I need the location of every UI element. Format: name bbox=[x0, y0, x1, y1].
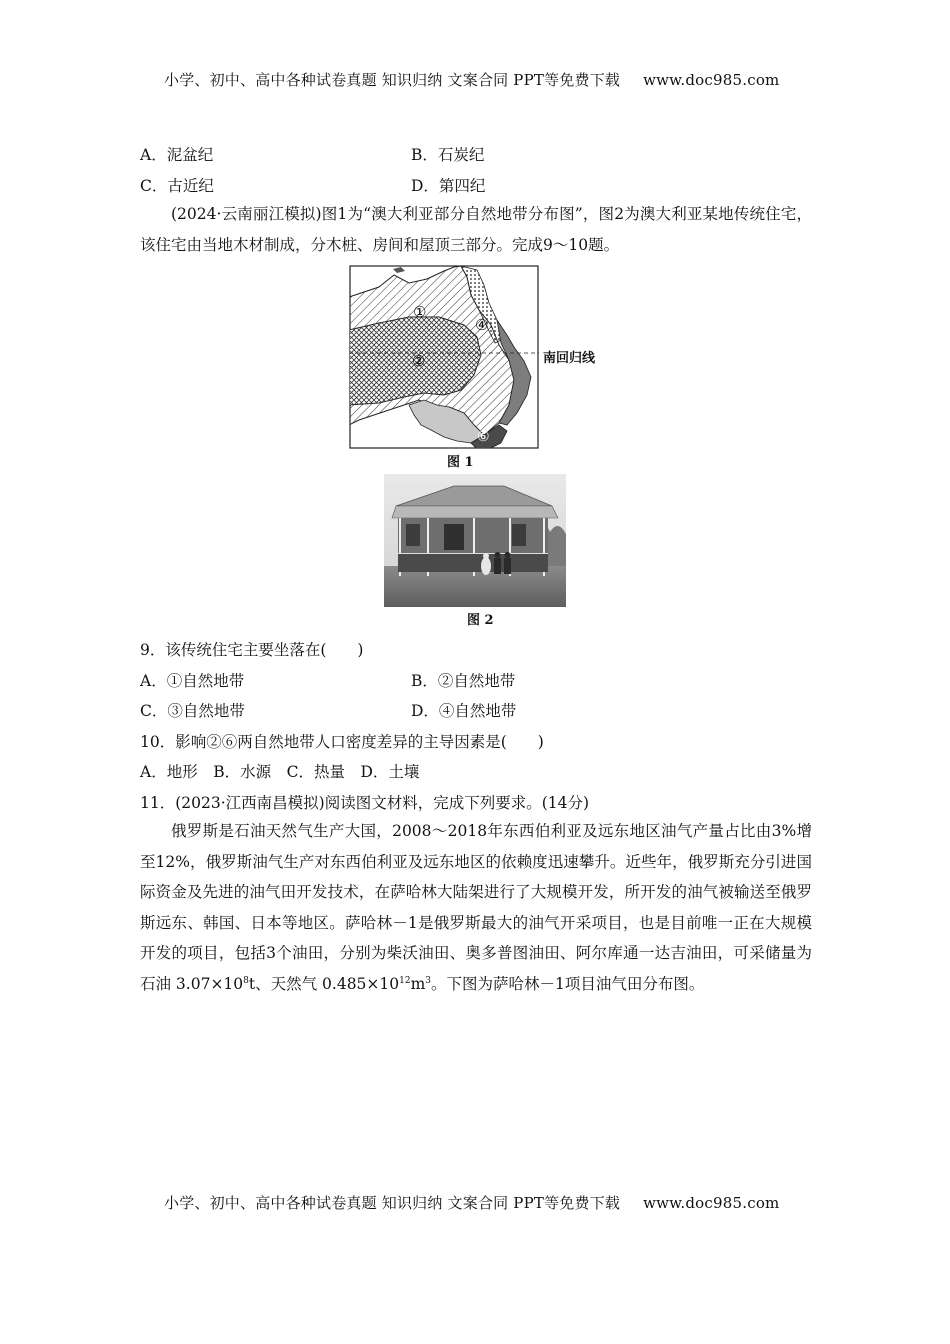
q11-stem: 11．(2023·江西南昌模拟)阅读图文材料，完成下列要求。(14分) bbox=[140, 794, 590, 812]
header-text: 小学、初中、高中各种试卷真题 知识归纳 文案合同 PPT等免费下载 bbox=[164, 71, 621, 89]
page-header bbox=[164, 69, 779, 90]
q11-text-part-2: t、天然气 0.485×10 bbox=[248, 974, 400, 993]
house-stumps bbox=[398, 554, 548, 572]
footer-url[interactable]: www.doc985.com bbox=[643, 1194, 780, 1212]
q8-option-a: A．泥盆纪 bbox=[140, 146, 214, 164]
oil-exponent: 8 bbox=[243, 975, 249, 986]
tropic-label: 南回归线 bbox=[543, 351, 596, 366]
gas-exponent: 12 bbox=[399, 975, 411, 986]
figure-2 bbox=[384, 474, 566, 607]
header-url[interactable]: www.doc985.com bbox=[643, 71, 780, 89]
q8-option-c: C．古近纪 bbox=[140, 177, 214, 195]
q8-option-b: B．石炭纪 bbox=[411, 146, 485, 164]
page-footer bbox=[164, 1192, 779, 1213]
zone-label-4: ④ bbox=[475, 316, 489, 334]
q10-options: A．地形 B．水源 C．热量 D．土壤 bbox=[140, 763, 420, 781]
australia-map bbox=[349, 265, 619, 470]
q8-option-d: D．第四纪 bbox=[411, 177, 486, 195]
q11-material bbox=[140, 816, 812, 1000]
figure-1 bbox=[349, 265, 619, 470]
q9-option-c: C．③自然地带 bbox=[140, 702, 245, 720]
zone-label-1: ① bbox=[413, 303, 427, 321]
zone-label-2: ② bbox=[412, 352, 426, 370]
q11-text-part-4: 。下图为萨哈林－1项目油气田分布图。 bbox=[431, 974, 705, 993]
figure-1-caption: 图 1 bbox=[447, 455, 474, 470]
intro-paragraph: (2024·云南丽江模拟)图1为“澳大利亚部分自然地带分布图”，图2为澳大利亚某地传统住宅，该住宅由当地木材制成，分木桩、房间和屋顶三部分。完成9～10题。 bbox=[140, 205, 812, 254]
figure-2-caption: 图 2 bbox=[467, 613, 494, 628]
cubic-exponent: 3 bbox=[425, 975, 432, 986]
house-photo bbox=[384, 474, 566, 607]
q9-option-b: B．②自然地带 bbox=[411, 672, 516, 690]
footer-text: 小学、初中、高中各种试卷真题 知识归纳 文案合同 PPT等免费下载 bbox=[164, 1194, 621, 1212]
q9-stem: 9．该传统住宅主要坐落在( ) bbox=[140, 641, 364, 659]
q9-option-d: D．④自然地带 bbox=[411, 702, 517, 720]
q11-text-part-3: m bbox=[410, 974, 426, 993]
q9-option-a: A．①自然地带 bbox=[140, 672, 245, 690]
q10-stem: 10．影响②⑥两自然地带人口密度差异的主导因素是( ) bbox=[140, 733, 544, 751]
zone-label-6: ⑥ bbox=[477, 429, 490, 445]
q11-text-part-1: 俄罗斯是石油天然气生产大国，2008～2018年东西伯利亚及远东地区油气产量占比由3%增至12%，俄罗斯油气生产对东西伯利亚及远东地区的依赖度迅速攀升。近些年，俄罗斯充分引进国际资金及先进的油气田开发技术，在萨哈林大陆架进行了大规模开发，所开发的油气被输送至俄罗斯远东、韩国、日本等地区。萨哈林－1是俄罗斯最大的油气开采项目，也是目前唯一正在大规模开发的项目，包括3个油田，分别为柴沃油田、奥多普图油田、阿尔库通一达吉油田，可采储量为石油 3.07×10 bbox=[140, 822, 812, 993]
